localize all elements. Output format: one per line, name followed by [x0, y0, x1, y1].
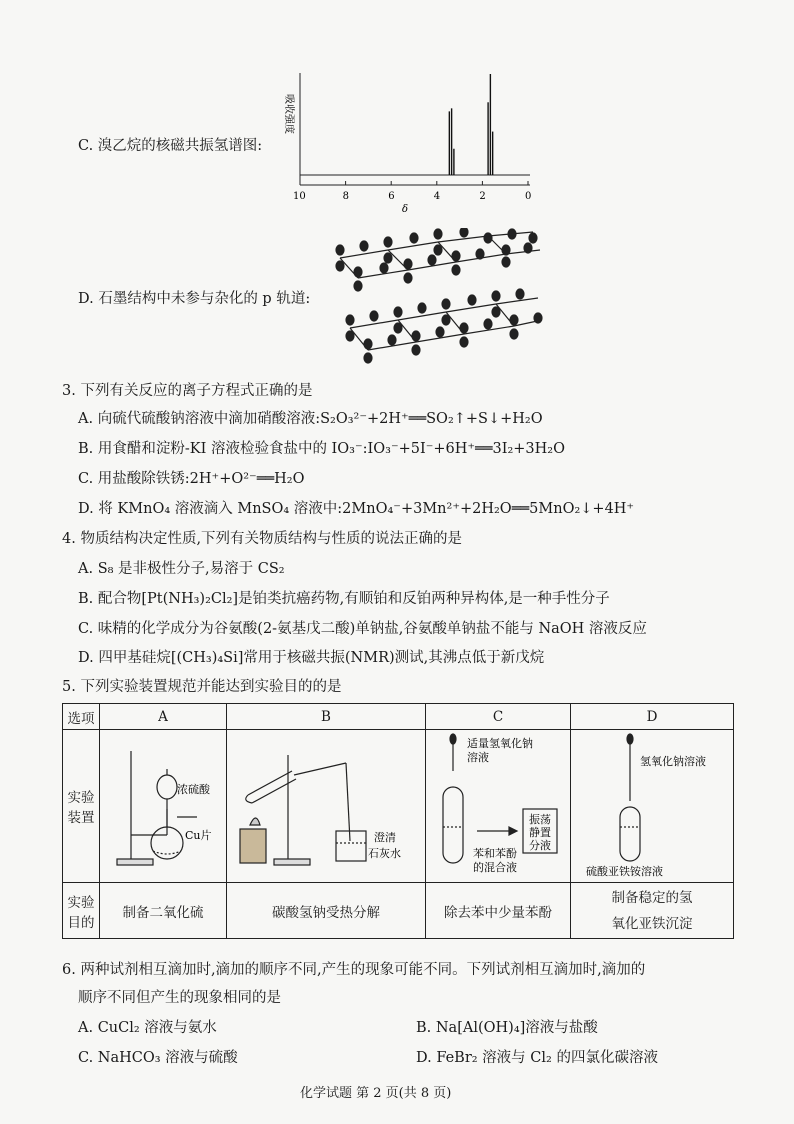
- q6-stem-line1: 6. 两种试剂相互滴加时,滴加的顺序不同,产生的现象可能不同。下列试剂相互滴加时,滴加的: [62, 962, 646, 978]
- label-naoh-2: 溶液: [467, 751, 489, 764]
- label-lime-water-1: 澄清: [374, 831, 396, 844]
- label-shake: 振荡: [529, 813, 551, 826]
- q6-stem-line2: 顺序不同但产生的现象相同的是: [78, 990, 281, 1006]
- phenol-removal-figure: [427, 731, 569, 877]
- q4-option-c: C. 味精的化学成分为谷氨酸(2-氨基戊二酸)单钠盐,谷氨酸单钠盐不能与 NaOH 溶液反应: [78, 621, 647, 637]
- nmr-tick-label: 4: [433, 191, 441, 202]
- option-d-label: D. 石墨结构中未参与杂化的 p 轨道:: [78, 291, 311, 307]
- table-col-d: D: [571, 704, 734, 730]
- option-c-label: C. 溴乙烷的核磁共振氢谱图:: [78, 138, 263, 154]
- nmr-tick-label: 8: [342, 191, 349, 202]
- q4-option-b: B. 配合物[Pt(NH₃)₂Cl₂]是铂类抗癌药物,有顺铂和反铂两种异构体,是一种手性分子: [78, 591, 610, 607]
- graphite-structure-figure: [328, 228, 548, 368]
- label-separate: 分液: [529, 839, 551, 852]
- table-col-b: B: [227, 704, 426, 730]
- row-purpose-label: 实验 目的: [63, 883, 100, 939]
- nmr-tick-label: 6: [388, 191, 395, 202]
- experiment-table: [62, 703, 734, 939]
- label-lime-water-2: 石灰水: [368, 847, 401, 860]
- nmr-tick-label: 10: [293, 191, 306, 202]
- label-naoh-1: 适量氢氧化钠: [467, 737, 533, 750]
- row-apparatus-label: 实验 装置: [63, 730, 100, 883]
- purpose-a: 制备二氧化硫: [100, 883, 227, 939]
- purpose-b: 碳酸氢钠受热分解: [227, 883, 426, 939]
- label-settle: 静置: [529, 826, 551, 839]
- q3-option-d: D. 将 KMnO₄ 溶液滴入 MnSO₄ 溶液中:2MnO₄⁻+3Mn²⁺+2H₂O══5MnO₂↓+4H⁺: [78, 501, 635, 517]
- q6-option-a: A. CuCl₂ 溶液与氨水: [78, 1020, 217, 1036]
- label-conc-sulfuric: 浓硫酸: [177, 783, 210, 796]
- q6-option-b: B. Na[Al(OH)₄]溶液与盐酸: [416, 1020, 598, 1036]
- nmr-ylabel: 吸收强度: [283, 94, 294, 134]
- q3-option-c: C. 用盐酸除铁锈:2H⁺+O²⁻══H₂O: [78, 471, 305, 487]
- apparatus-b: [227, 730, 426, 883]
- label-mix-2: 的混合液: [473, 861, 517, 874]
- q4-option-d: D. 四甲基硅烷[(CH₃)₄Si]常用于核磁共振(NMR)测试,其沸点低于新戊烷: [78, 650, 545, 666]
- nmr-tick-label: 2: [479, 191, 486, 202]
- q3-option-a: A. 向硫代硫酸钠溶液中滴加硝酸溶液:S₂O₃²⁻+2H⁺══SO₂↑+S↓+H₂O: [78, 411, 543, 427]
- q3-stem: 3. 下列有关反应的离子方程式正确的是: [62, 383, 313, 399]
- q4-option-a: A. S₈ 是非极性分子,易溶于 CS₂: [78, 561, 285, 577]
- q6-option-d: D. FeBr₂ 溶液与 Cl₂ 的四氯化碳溶液: [416, 1050, 658, 1066]
- purpose-d: 制备稳定的氢 氧化亚铁沉淀: [571, 883, 734, 939]
- nahco3-apparatus-figure: [228, 731, 424, 877]
- q3-option-b: B. 用食醋和淀粉-KI 溶液检验食盐中的 IO₃⁻:IO₃⁻+5I⁻+6H⁺══3I₂+3H₂O: [78, 441, 565, 457]
- label-mix-1: 苯和苯酚: [473, 847, 517, 860]
- nmr-spectrum-chart: [270, 66, 540, 216]
- so2-apparatus-figure: [101, 731, 225, 877]
- fe-oh2-figure: [572, 731, 732, 877]
- table-col-c: C: [426, 704, 571, 730]
- nmr-tick-label: 0: [525, 191, 532, 202]
- label-d-naoh: 氢氧化钠溶液: [640, 755, 706, 768]
- q5-stem: 5. 下列实验装置规范并能达到实验目的的是: [62, 679, 342, 695]
- label-d-salt: 硫酸亚铁铵溶液: [586, 865, 663, 877]
- label-cu-piece: Cu片: [185, 829, 212, 842]
- apparatus-d: [571, 730, 734, 883]
- page-footer: 化学试题 第 2 页(共 8 页): [300, 1086, 452, 1101]
- q6-option-c: C. NaHCO₃ 溶液与硫酸: [78, 1050, 238, 1066]
- table-col-a: A: [100, 704, 227, 730]
- apparatus-a: [100, 730, 227, 883]
- apparatus-c: [426, 730, 571, 883]
- purpose-c: 除去苯中少量苯酚: [426, 883, 571, 939]
- nmr-xlabel: δ: [402, 204, 409, 215]
- table-header-label: 选项: [63, 704, 100, 730]
- q4-stem: 4. 物质结构决定性质,下列有关物质结构与性质的说法正确的是: [62, 531, 463, 547]
